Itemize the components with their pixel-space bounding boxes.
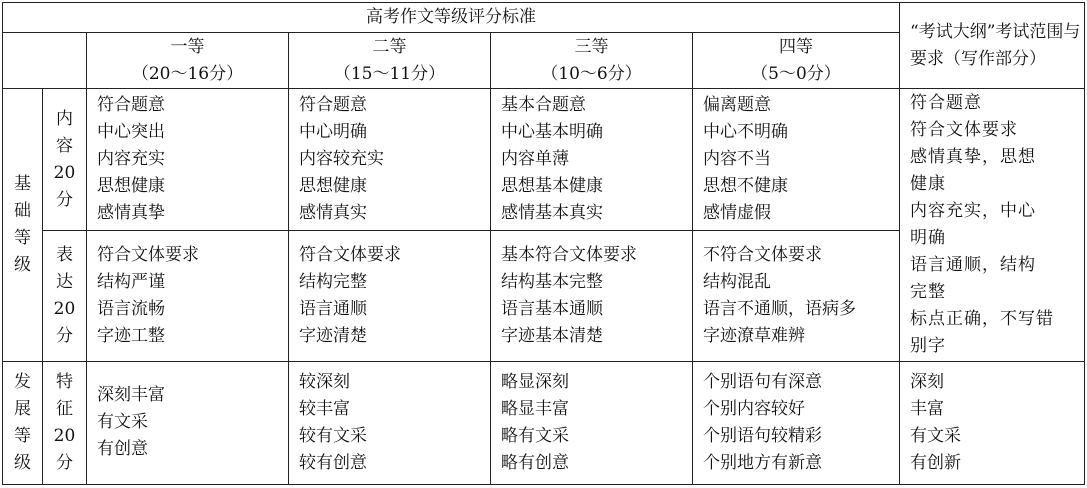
- cell-content-level-4: [693, 89, 900, 231]
- criterion-line: 结构完整: [299, 272, 367, 293]
- criterion-line: 中心不明确: [703, 122, 788, 143]
- level-range: （10～6分）: [541, 63, 642, 84]
- criterion-line: 字迹清楚: [299, 326, 367, 347]
- level-name: 一等: [170, 36, 205, 57]
- criterion-line: 符合文体要求: [97, 245, 199, 266]
- criterion-line: 字迹潦草难辨: [703, 326, 805, 347]
- header-corner-blank: [3, 33, 87, 89]
- criterion-line: 内容单薄: [501, 149, 569, 170]
- cell-features-level-4: [693, 361, 900, 484]
- criterion-line: 思想健康: [299, 176, 367, 197]
- criterion-line: 偏离题意: [703, 95, 771, 116]
- criterion-line: 内容不当: [703, 149, 771, 170]
- cell-expression-level-4: [693, 231, 900, 361]
- criterion-line: 基本合题意: [501, 95, 586, 116]
- row-label-char: 达: [56, 272, 73, 293]
- group-label-char: 级: [14, 452, 31, 473]
- row-content: [3, 89, 1085, 231]
- row-label-expression: [43, 231, 87, 361]
- requirement-line: 有创新: [910, 452, 961, 473]
- criterion-line: 符合文体要求: [299, 245, 401, 266]
- row-label-features: [43, 361, 87, 484]
- criterion-line: 有文采: [97, 412, 148, 433]
- criterion-line: 较有创意: [299, 452, 367, 473]
- criterion-line: 个别地方有新意: [703, 452, 822, 473]
- group-label-char: 基: [14, 173, 31, 194]
- requirement-line: 别字: [910, 335, 946, 356]
- group-label-char: 级: [14, 254, 31, 275]
- criterion-line: 感情真挚: [97, 203, 165, 224]
- requirement-line: 感情真挚，思想: [910, 146, 1036, 167]
- level-header-1: [87, 33, 289, 89]
- cell-content-level-3: [491, 89, 693, 231]
- criterion-line: 略有创意: [501, 452, 569, 473]
- criterion-line: 语言基本通顺: [501, 299, 603, 320]
- row-label-char: 分: [56, 326, 73, 347]
- criterion-line: 结构基本完整: [501, 272, 603, 293]
- grading-rubric-table: [2, 2, 1085, 485]
- cell-features-level-1: [87, 361, 289, 484]
- requirement-line: 语言通顺，结构: [910, 254, 1036, 275]
- criterion-line: 感情虚假: [703, 203, 771, 224]
- header-row-title: [3, 3, 1085, 33]
- criterion-line: 深刻丰富: [97, 385, 165, 406]
- row-label-char: 20: [53, 425, 76, 446]
- criterion-line: 内容较充实: [299, 149, 384, 170]
- cell-expression-level-2: [289, 231, 491, 361]
- group-label-development: [3, 361, 43, 484]
- table-title: 高考作文等级评分标准: [3, 3, 900, 33]
- criterion-line: 内容充实: [97, 149, 165, 170]
- row-label-char: 20: [53, 299, 76, 320]
- criterion-line: 中心明确: [299, 122, 367, 143]
- criterion-line: 个别语句有深意: [703, 371, 822, 392]
- cell-content-level-1: [87, 89, 289, 231]
- syllabus-header-cell: [900, 3, 1085, 89]
- level-header-2: [289, 33, 491, 89]
- criterion-line: 较深刻: [299, 371, 350, 392]
- criterion-line: 略显丰富: [501, 398, 569, 419]
- criterion-line: 结构混乱: [703, 272, 771, 293]
- requirement-line: 健康: [910, 173, 946, 194]
- criterion-line: 字迹基本清楚: [501, 326, 603, 347]
- criterion-line: 中心基本明确: [501, 122, 603, 143]
- criterion-line: 感情真实: [299, 203, 367, 224]
- row-label-char: 表: [56, 245, 73, 266]
- criterion-line: 较有文采: [299, 425, 367, 446]
- criterion-line: 符合题意: [97, 95, 165, 116]
- criterion-line: 语言通顺: [299, 299, 367, 320]
- criterion-line: 较丰富: [299, 398, 350, 419]
- criterion-line: 基本符合文体要求: [501, 245, 637, 266]
- criterion-line: 略显深刻: [501, 371, 569, 392]
- cell-features-level-3: [491, 361, 693, 484]
- cell-expression-level-3: [491, 231, 693, 361]
- group-label-char: 发: [14, 371, 31, 392]
- requirement-line: 内容充实，中心: [910, 200, 1036, 221]
- level-range: （5～0分）: [751, 63, 841, 84]
- level-header-3: [491, 33, 693, 89]
- requirement-line: 符合题意: [910, 92, 982, 113]
- row-label-char: 内: [56, 108, 73, 129]
- requirement-line: 深刻: [910, 371, 944, 392]
- requirement-line: 丰富: [910, 398, 944, 419]
- criterion-line: 思想基本健康: [501, 176, 603, 197]
- level-name: 二等: [372, 36, 407, 57]
- level-name: 四等: [779, 36, 813, 57]
- criterion-line: 不符合文体要求: [703, 245, 822, 266]
- criterion-line: 字迹工整: [97, 326, 165, 347]
- syllabus-header: “考试大纲”考试范围与要求（写作部分）: [910, 21, 1081, 69]
- row-features: [3, 361, 1085, 484]
- row-label-char: 征: [56, 398, 73, 419]
- level-name: 三等: [574, 36, 609, 57]
- requirement-line: 符合文体要求: [910, 119, 1018, 140]
- criterion-line: 思想健康: [97, 176, 165, 197]
- criterion-line: 略有文采: [501, 425, 569, 446]
- row-label-char: 分: [56, 189, 73, 210]
- requirement-line: 完整: [910, 281, 946, 302]
- group-label-char: 展: [14, 398, 31, 419]
- criterion-line: 个别内容较好: [703, 398, 805, 419]
- group-label-char: 等: [14, 425, 31, 446]
- requirement-line: 明确: [910, 227, 946, 248]
- level-header-4: [693, 33, 900, 89]
- cell-content-level-2: [289, 89, 491, 231]
- row-label-char: 分: [56, 452, 73, 473]
- criterion-line: 语言不通顺，语病多: [703, 299, 856, 320]
- criterion-line: 语言流畅: [97, 299, 165, 320]
- criterion-line: 结构严谨: [97, 272, 165, 293]
- criterion-line: 个别语句较精彩: [703, 425, 822, 446]
- criterion-line: 有创意: [97, 439, 148, 460]
- level-range: （20～16分）: [131, 63, 244, 84]
- row-label-char: 特: [56, 371, 73, 392]
- row-label-char: 容: [56, 135, 73, 156]
- syllabus-requirements-development: [900, 361, 1085, 484]
- group-label-char: 础: [14, 200, 31, 221]
- group-label-char: 等: [14, 227, 31, 248]
- group-label-basic: [3, 89, 43, 362]
- requirement-line: 有文采: [910, 425, 961, 446]
- row-label-char: 20: [53, 162, 76, 183]
- criterion-line: 符合题意: [299, 95, 367, 116]
- criterion-line: 中心突出: [97, 122, 165, 143]
- row-label-content: [43, 89, 87, 231]
- level-range: （15～11分）: [333, 63, 446, 84]
- cell-expression-level-1: [87, 231, 289, 361]
- criterion-line: 感情基本真实: [501, 203, 603, 224]
- syllabus-requirements-basic: [900, 89, 1085, 362]
- cell-features-level-2: [289, 361, 491, 484]
- requirement-line: 标点正确，不写错: [910, 308, 1054, 329]
- criterion-line: 思想不健康: [703, 176, 788, 197]
